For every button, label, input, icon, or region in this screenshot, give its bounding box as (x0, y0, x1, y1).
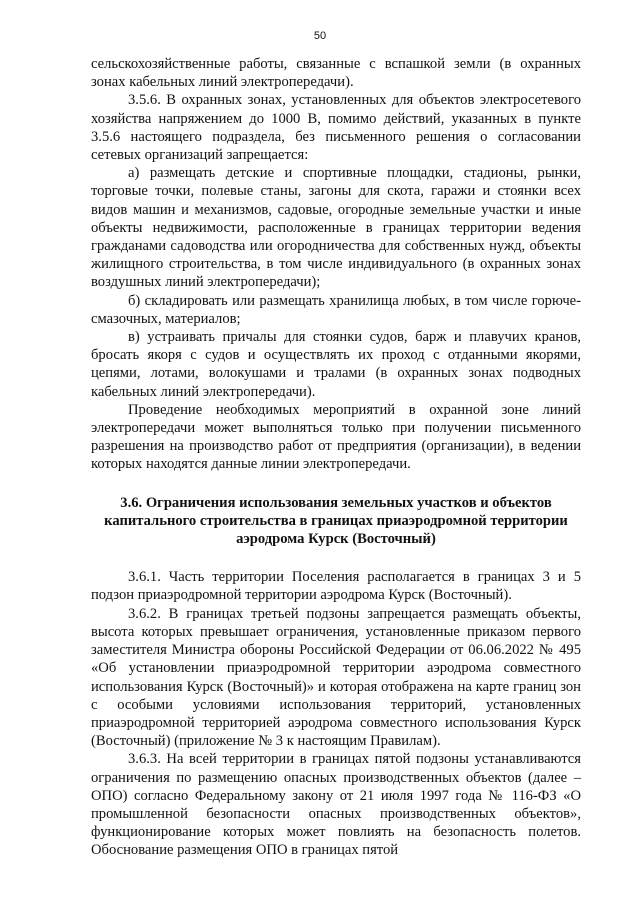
section-heading: 3.6. Ограничения использования земельных участков и объектов капитального строительства в границах приаэродромной территории аэродрома Курск (Восточный) (104, 494, 568, 548)
paragraph-3-5-6: 3.5.6. В охранных зонах, установленных для объектов электросетевого хозяйства напряжением до 1000 В, помимо действий, указанных в пункте 3.5.6 настоящего подраздела, без письменного решения о согласовании сетевых организаций запрещается: (91, 92, 581, 164)
paragraph-item-a: а) размещать детские и спортивные площадки, стадионы, рынки, торговые точки, полевые станы, загоны для скота, гаражи и стоянки всех видов машин и механизмов, садовые, огородные земельные участки и иные объекты недвижимости, расположенные в границах территории ведения гражданами садоводства или огородничества для собственных нужд, объекты жилищного строительства, в том числе индивидуального (в охранных зонах воздушных линий электропередачи); (91, 165, 581, 291)
paragraph-item-v: в) устраивать причалы для стоянки судов, барж и плавучих кранов, бросать якоря с судов и осуществлять их проход с отданными якорями, цепями, лотами, волокушами и тралами (в охранных зонах подводных кабельных линий электропередачи). (91, 329, 581, 400)
paragraph-3-6-2: 3.6.2. В границах третьей подзоны запрещается размещать объекты, высота которых превышает ограничения, установленные приказом первого заместителя Министра обороны Российской Федерации от 06.06.2022 № 495 «Об установлении приаэродромной территории аэродрома совместного использования Курск (Восточный)» и которая отображена на карте границ зон с особыми условиями использования территорий, установленных приаэродромной территорией аэродрома совместного использования Курск (Восточный) (приложение № 3 к настоящим Правилам). (91, 605, 581, 750)
paragraph-3-6-3: 3.6.3. На всей территории в границах пятой подзоны устанавливаются ограничения по размещению опасных производственных объектов (далее – ОПО) согласно Федеральному закону от 21 июля 1997 года № 116-ФЗ «О промышленной безопасности опасных производственных объектов», функционирование которых может повлиять на безопасность полетов. Обоснование размещения ОПО в границах пятой (91, 751, 581, 859)
page-number: 50 (313, 30, 327, 42)
paragraph-3-6-1: 3.6.1. Часть территории Поселения располагается в границах 3 и 5 подзон приаэродромной территории аэродрома Курск (Восточный). (91, 569, 581, 604)
document-body (91, 55, 581, 860)
paragraph-works-permission: Проведение необходимых мероприятий в охранной зоне линий электропередачи может выполняться только при получении письменного разрешения на производство работ от предприятия (организации), в ведении которых находятся данные линии электропередачи. (91, 401, 581, 473)
paragraph-item-b: б) складировать или размещать хранилища любых, в том числе горюче-смазочных, материалов; (91, 292, 581, 327)
paragraph-continuation: сельскохозяйственные работы, связанные с вспашкой земли (в охранных зонах кабельных линий электропередачи). (91, 56, 581, 91)
